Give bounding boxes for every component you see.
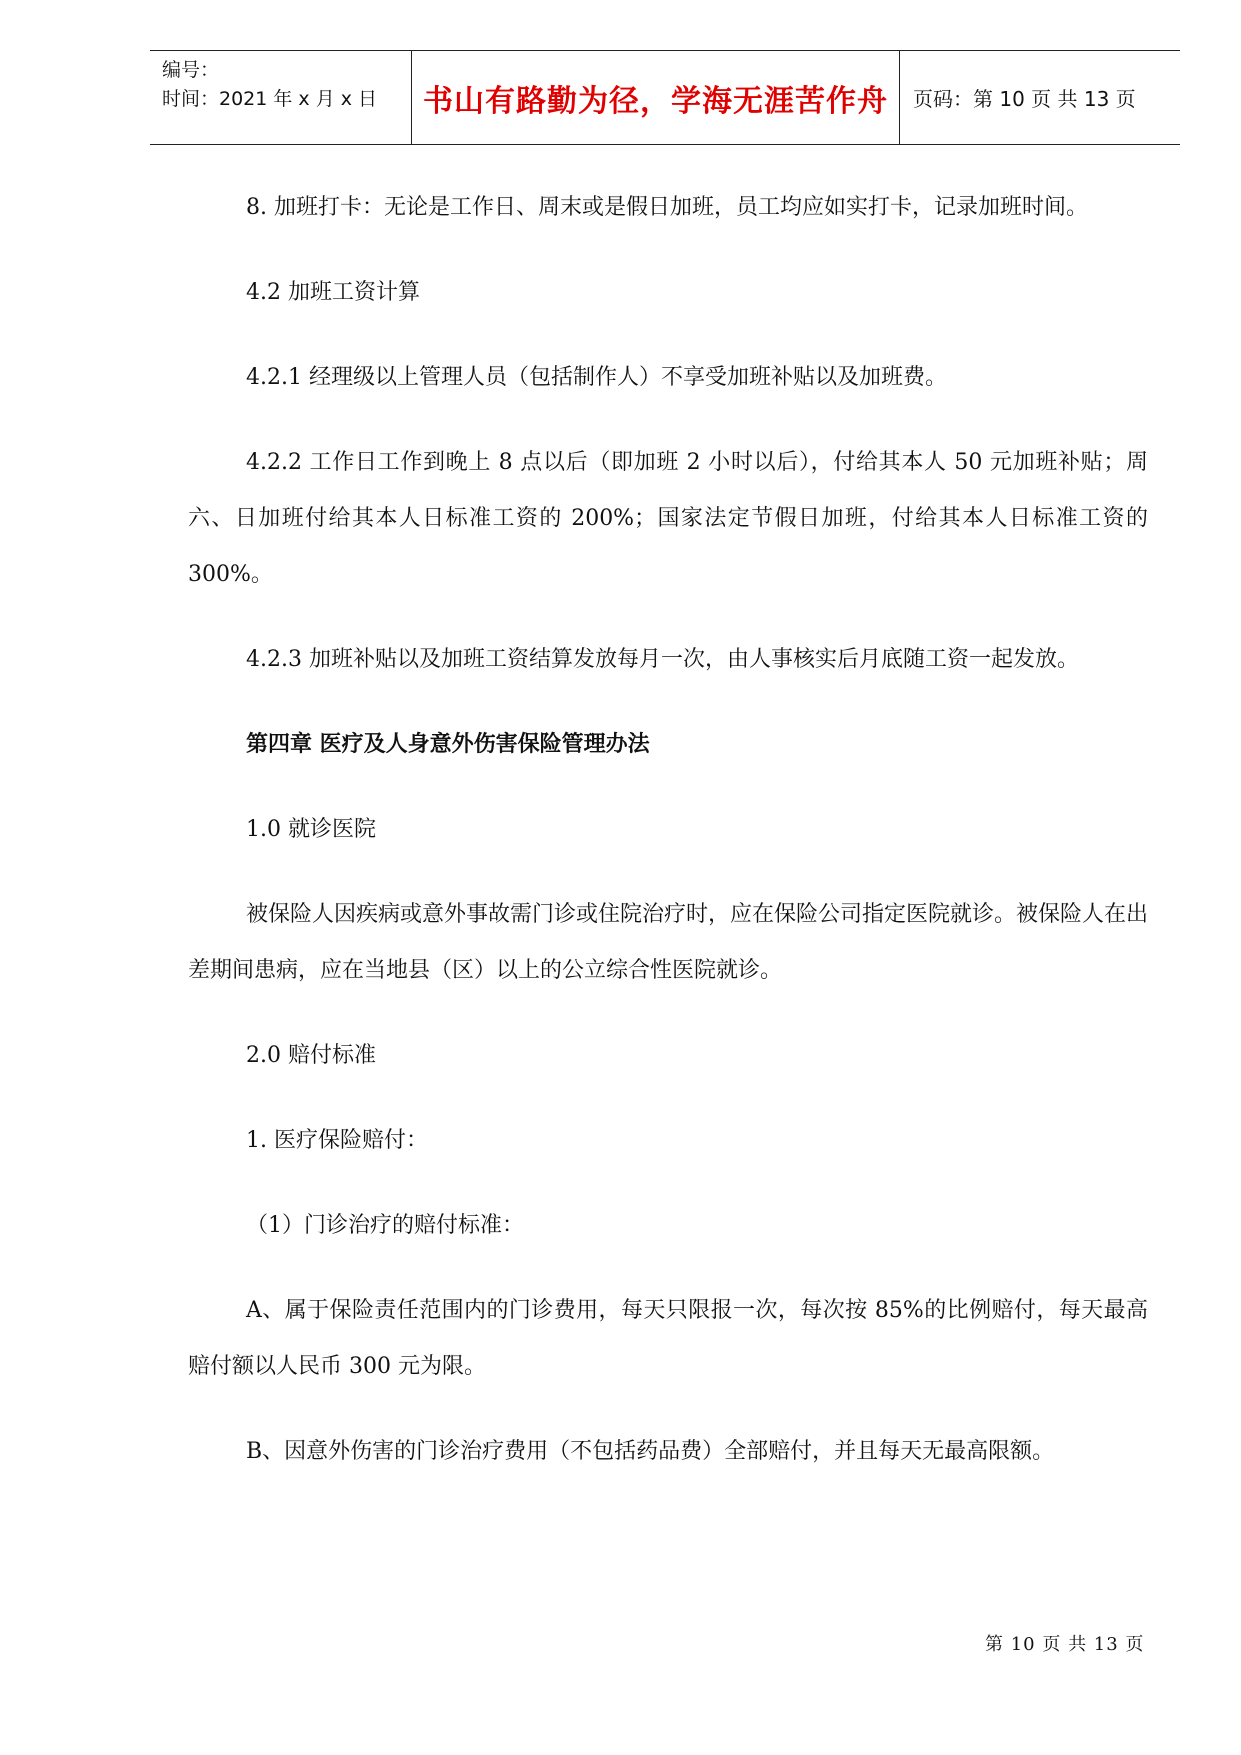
header-meta-cell (150, 51, 412, 144)
paragraph-item-a: A、属于保险责任范围内的门诊费用，每天只限报一次，每次按 85%的比例赔付，每天最高赔付额以人民币 300 元为限。 (188, 1298, 1148, 1379)
paragraph-medical-insurance: 1. 医疗保险赔付： (246, 1128, 428, 1153)
number-label: 编号： (162, 59, 220, 81)
document-body (188, 180, 1148, 1509)
paragraph-4-2-2: 4.2.2 工作日工作到晚上 8 点以后（即加班 2 小时以后），付给其本人 50 元加班补贴；周六、日加班付给其本人日标准工资的 200%；国家法定节假日加班，付给其本人日标准工资的 300%。 (188, 450, 1148, 587)
paragraph-4-2-3: 4.2.3 加班补贴以及加班工资结算发放每月一次，由人事核实后月底随工资一起发放。 (246, 647, 1079, 672)
paragraph-outpatient-standard: （1）门诊治疗的赔付标准： (246, 1213, 524, 1238)
chapter-4-title: 第四章 医疗及人身意外伤害保险管理办法 (246, 732, 650, 757)
page-info: 页码：第 10 页 共 13 页 (913, 87, 1136, 111)
header-motto-cell (412, 51, 900, 144)
paragraph-4-2-1: 4.2.1 经理级以上管理人员（包括制作人）不享受加班补贴以及加班费。 (246, 365, 947, 390)
time-label: 时间：2021 年 x 月 x 日 (162, 88, 378, 110)
motto-text: 书山有路勤为径，学海无涯苦作舟 (423, 83, 888, 119)
paragraph-hospital: 被保险人因疾病或意外事故需门诊或住院治疗时，应在保险公司指定医院就诊。被保险人在出差期间患病，应在当地县（区）以上的公立综合性医院就诊。 (188, 902, 1149, 983)
section-1-0-heading: 1.0 就诊医院 (246, 817, 376, 842)
section-2-0-heading: 2.0 赔付标准 (246, 1043, 376, 1068)
document-header (150, 50, 1180, 145)
section-4-2-heading: 4.2 加班工资计算 (246, 280, 420, 305)
paragraph-overtime-clock: 8. 加班打卡：无论是工作日、周末或是假日加班，员工均应如实打卡，记录加班时间。 (246, 195, 1088, 220)
paragraph-item-b: B、因意外伤害的门诊治疗费用（不包括药品费）全部赔付，并且每天无最高限额。 (246, 1439, 1055, 1464)
page-footer: 第 10 页 共 13 页 (985, 1634, 1145, 1655)
